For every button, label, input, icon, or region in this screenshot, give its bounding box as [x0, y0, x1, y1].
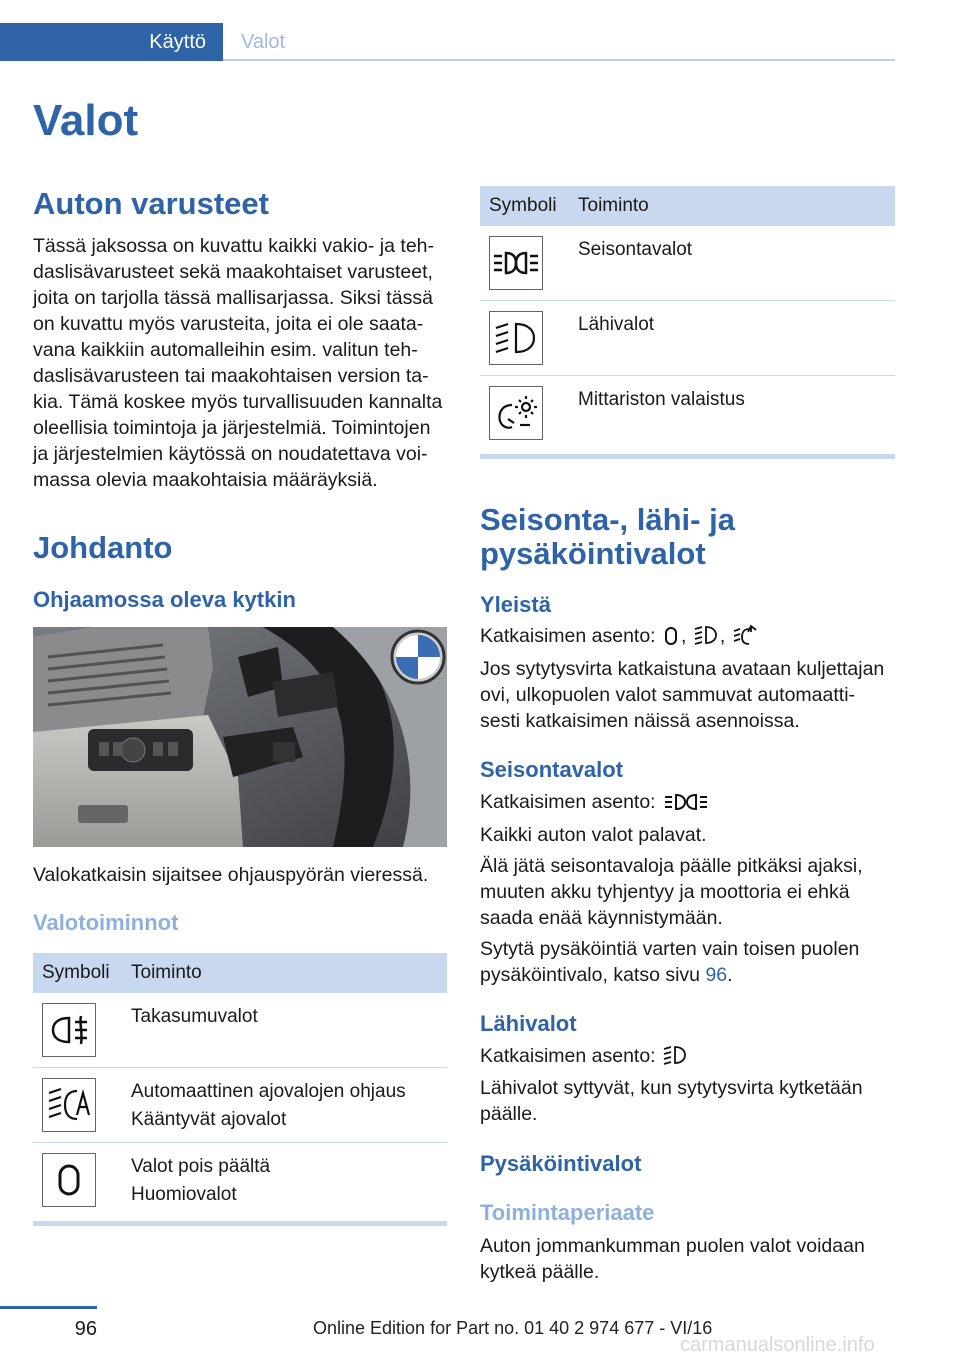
- auton-varusteet-heading: Auton varusteet: [33, 186, 269, 221]
- yleista-text: Jos sytytysvirta katkaistuna avataan kuljettajan ovi, ulkopuolen valot sammuvat automaatti- sesti katkaisimen näissä asennoissa.: [480, 658, 885, 732]
- header-divider: [223, 59, 895, 61]
- page-title: Valot: [33, 96, 139, 145]
- table-row: Seisontavalot: [480, 226, 895, 301]
- header-bar: [0, 23, 895, 63]
- low-beam-icon: [694, 624, 718, 653]
- seisontavalot-p3: Sytytä pysäköintiä varten vain toisen puolen pysäköintivalo, katso sivu 96.: [480, 938, 860, 986]
- left-table-rule: [33, 1221, 447, 1226]
- lahivalot-text: Lähivalot syttyvät, kun sytytysvirta kytketään päälle.: [480, 1077, 863, 1125]
- column-header-function: Toiminto: [569, 186, 895, 226]
- table-row: Valot pois päältä Huomiovalot: [33, 1143, 447, 1218]
- pysakointivalot-heading: Pysäköintivalot: [480, 1151, 642, 1176]
- toimintaperiaate-text: Auton jommankumman puolen valot voidaan kytkeä päälle.: [480, 1235, 865, 1283]
- auto-headlight-icon: [733, 624, 757, 653]
- right-table-rule: [480, 454, 895, 459]
- left-symbol-table: [33, 953, 447, 1217]
- seisontavalot-p2: Älä jätä seisontavaloja päälle pitkäksi ajaksi, muuten akku tyhjentyy ja moottoria ei ehkä saada enää käynnistymään.: [480, 855, 863, 929]
- valotoiminnot-heading: Valotoiminnot: [33, 910, 179, 935]
- right-symbol-table: [480, 186, 895, 450]
- tab-kaytto[interactable]: Käyttö: [0, 23, 223, 61]
- yleista-heading: Yleistä: [480, 592, 551, 617]
- low-beam-icon: [489, 311, 543, 365]
- column-header-symbol: Symboli: [480, 186, 569, 226]
- column-header-function: Toiminto: [122, 953, 447, 993]
- page-number: 96: [74, 1318, 97, 1340]
- section-heading: Seisonta-, lähi- ja pysäköintivalot: [480, 502, 735, 571]
- parking-light-icon: [489, 236, 543, 290]
- toimintaperiaate-heading: Toimintaperiaate: [480, 1200, 655, 1225]
- table-row: Mittariston valaistus: [480, 376, 895, 451]
- seisontavalot-heading: Seisontavalot: [480, 757, 624, 782]
- photo-caption: Valokatkaisin sijaitsee ohjauspyörän vieressä.: [33, 864, 429, 886]
- rear-fog-light-icon: [42, 1003, 96, 1057]
- column-header-symbol: Symboli: [33, 953, 122, 993]
- footer-rule: [0, 1306, 97, 1309]
- lahivalot-switch-position: Katkaisimen asento:: [480, 1043, 689, 1073]
- auton-varusteet-text: Tässä jaksossa on kuvattu kaikki vakio- ja teh- daslisävarusteet sekä maakohtaiset varusteet, joita on tarjolla tässä mallisarjassa. Siksi tässä on kuvattu myös varusteita, joita ei ole saata- vana kaikkiin automalleihin esim. valitun teh- daslisävarusteen tai maakohtaisen version ta- kia. Tämä koskee myös turvallisuuden kannalta oleellisia toimintoja ja järjestelmiä. Toimintojen ja järjestelmien käytössä on noudatettava voi- massa olevia maakohtaisia määräyksiä.: [33, 235, 443, 491]
- seisontavalot-switch-position: Katkaisimen asento:: [480, 789, 713, 819]
- dashboard-photo: [33, 627, 447, 847]
- table-row: Takasumuvalot: [33, 993, 447, 1068]
- watermark: carmanualsonline.info: [680, 1334, 875, 1356]
- auto-headlight-icon: [42, 1078, 96, 1132]
- parking-light-icon: [663, 792, 711, 819]
- lahivalot-heading: Lähivalot: [480, 1011, 577, 1036]
- lights-off-icon: [42, 1153, 96, 1207]
- lights-off-icon: [663, 626, 679, 653]
- table-row: Lähivalot: [480, 301, 895, 376]
- johdanto-heading: Johdanto: [33, 530, 173, 565]
- edition-footer: Online Edition for Part no. 01 40 2 974 677 - VI/16: [313, 1318, 713, 1338]
- low-beam-icon: [663, 1044, 687, 1073]
- tab-valot[interactable]: Valot: [241, 31, 286, 53]
- instrument-lighting-icon: [489, 386, 543, 440]
- yleista-switch-positions: Katkaisimen asento: , ,: [480, 623, 759, 653]
- kytkin-heading: Ohjaamossa oleva kytkin: [33, 587, 296, 612]
- seisontavalot-p1: Kaikki auton valot palavat.: [480, 824, 707, 846]
- table-row: Automaattinen ajovalojen ohjaus Kääntyvät ajovalot: [33, 1068, 447, 1143]
- page-link-96[interactable]: 96: [705, 964, 728, 986]
